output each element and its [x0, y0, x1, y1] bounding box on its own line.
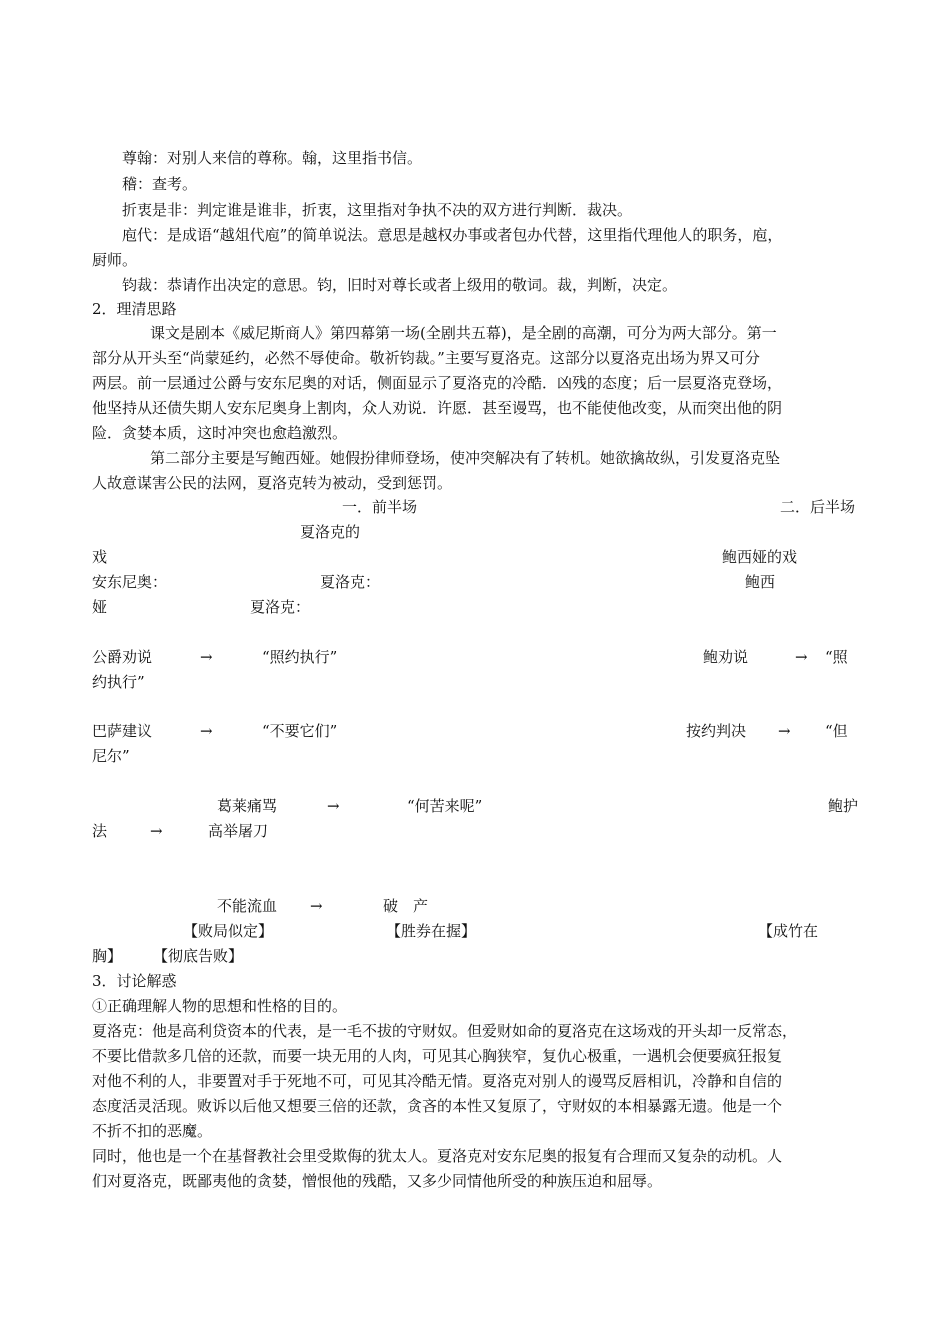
arrow-icon: →: [200, 648, 213, 666]
outline-row2-left: 巴萨建议: [92, 722, 153, 740]
section-heading-2: 2．理清思路: [92, 300, 177, 318]
outline-row2-mid: “不要它们”: [262, 722, 338, 740]
para-line: 第二部分主要是写鲍西娅。她假扮律师登场，使冲突解决有了转机。她欲擒故纵，引发夏洛克坠: [150, 449, 781, 467]
outline-row1-right: 鲍劝说: [703, 648, 749, 666]
para-line: 险．贪婪本质，这时冲突也愈趋激烈。: [92, 424, 348, 442]
outline-row1-right-quote: “照: [825, 648, 848, 666]
para-line: 们对夏洛克，既鄙夷他的贪婪，憎恨他的残酷，又多少同情他所受的种族压迫和屈辱。: [92, 1172, 663, 1190]
para-line: 夏洛克：他是高利贷资本的代表，是一毛不拔的守财奴。但爱财如命的夏洛克在这场戏的开头却一反常态，: [92, 1022, 798, 1040]
outline-portia-play: 鲍西娅的戏: [722, 548, 798, 566]
outline-shylock-play: 夏洛克的: [300, 523, 361, 541]
para-line: 不折不扣的恶魔。: [92, 1122, 213, 1140]
outline-bracket-defeat-likely: 【败局似定】: [183, 922, 274, 940]
glossary-paodai-cont: 厨师。: [92, 251, 138, 269]
section3-subheading: ①正确理解人物的思想和性格的目的。: [92, 997, 348, 1015]
arrow-icon: →: [327, 797, 340, 815]
outline-portia-label-cont: 娅: [92, 598, 108, 616]
glossary-juncai: 钧裁：恭请作出决定的意思。钧，旧时对尊长或者上级用的敬词。裁，判断，决定。: [122, 276, 678, 294]
para-line: 课文是剧本《威尼斯商人》第四幕第一场(全剧共五幕)，是全剧的高潮，可分为两大部分。第一: [150, 324, 777, 342]
outline-row1-left: 公爵劝说: [92, 648, 153, 666]
glossary-zunhan: 尊翰：对别人来信的尊称。翰，这里指书信。: [122, 149, 423, 167]
outline-second-half: 二．后半场: [780, 498, 856, 516]
outline-row3-right-cont: 法: [92, 822, 108, 840]
outline-row1-mid: “照约执行”: [262, 648, 338, 666]
arrow-icon: →: [778, 722, 791, 740]
outline-bracket-victory-sure: 【胜券在握】: [386, 922, 477, 940]
para-line: 人故意谋害公民的法网，夏洛克转为被动，受到惩罚。: [92, 474, 453, 492]
outline-row4-mid: 破 产: [383, 897, 429, 915]
outline-bracket-total-defeat: 【彻底告败】: [153, 947, 244, 965]
para-line: 不要比借款多几倍的还款，而要一块无用的人肉，可见其心胸狭窄，复仇心极重，一遇机会便要疯狂报复: [92, 1047, 783, 1065]
para-line: 态度活灵活现。败诉以后他又想要三倍的还款，贪吝的本性又复原了，守财奴的本相暴露无遗。他是一个: [92, 1097, 783, 1115]
outline-shylock-play-cont: 戏: [92, 548, 108, 566]
para-line: 两层。前一层通过公爵与安东尼奥的对话，侧面显示了夏洛克的冷酷．凶残的态度；后一层夏洛克登场，: [92, 374, 783, 392]
outline-first-half: 一．前半场: [342, 498, 418, 516]
glossary-zhezhong: 折衷是非：判定谁是谁非，折衷，这里指对争执不决的双方进行判断．裁决。: [122, 201, 633, 219]
outline-row3-right: 鲍护: [828, 797, 859, 815]
outline-row4-left: 不能流血: [217, 897, 278, 915]
para-line: 对他不利的人，非要置对手于死地不可，可见其冷酷无情。夏洛克对别人的谩骂反唇相讥，冷静和自信的: [92, 1072, 783, 1090]
outline-shylock-label: 夏洛克：: [320, 573, 381, 591]
arrow-icon: →: [310, 897, 323, 915]
outline-bracket-confident-cont: 胸】: [92, 947, 123, 965]
arrow-icon: →: [150, 822, 163, 840]
outline-row2-right-quote: “但: [825, 722, 848, 740]
section-heading-3: 3．讨论解惑: [92, 972, 177, 990]
outline-row3-mid: “何苦来呢”: [407, 797, 483, 815]
glossary-paodai: 庖代：是成语“越俎代庖”的简单说法。意思是越权办事或者包办代替，这里指代理他人的职务，庖，: [122, 226, 783, 244]
outline-row3-left: 葛莱痛骂: [217, 797, 278, 815]
para-line: 部分从开头至“尚蒙延约，必然不辱使命。敬祈钧裁。”主要写夏洛克。这部分以夏洛克出场为界又可分: [92, 349, 760, 367]
outline-portia-label: 鲍西: [745, 573, 776, 591]
para-line: 同时，他也是一个在基督教社会里受欺侮的犹太人。夏洛克对安东尼奥的报复有合理而又复杂的动机。人: [92, 1147, 783, 1165]
glossary-ji: 稽：查考。: [122, 175, 198, 193]
outline-shylock-label-2: 夏洛克：: [250, 598, 311, 616]
para-line: 他坚持从还债失期人安东尼奥身上割肉，众人劝说．许愿．甚至谩骂，也不能使他改变，从而突出他的阴: [92, 399, 783, 417]
outline-antonio-label: 安东尼奥：: [92, 573, 168, 591]
outline-row3-right-action: 高举屠刀: [208, 822, 269, 840]
arrow-icon: →: [795, 648, 808, 666]
outline-row2-right-quote-cont: 尼尔”: [92, 747, 130, 765]
outline-row2-right: 按约判决: [686, 722, 747, 740]
outline-bracket-confident: 【成竹在: [758, 922, 819, 940]
arrow-icon: →: [200, 722, 213, 740]
outline-row1-right-quote-cont: 约执行”: [92, 673, 145, 691]
